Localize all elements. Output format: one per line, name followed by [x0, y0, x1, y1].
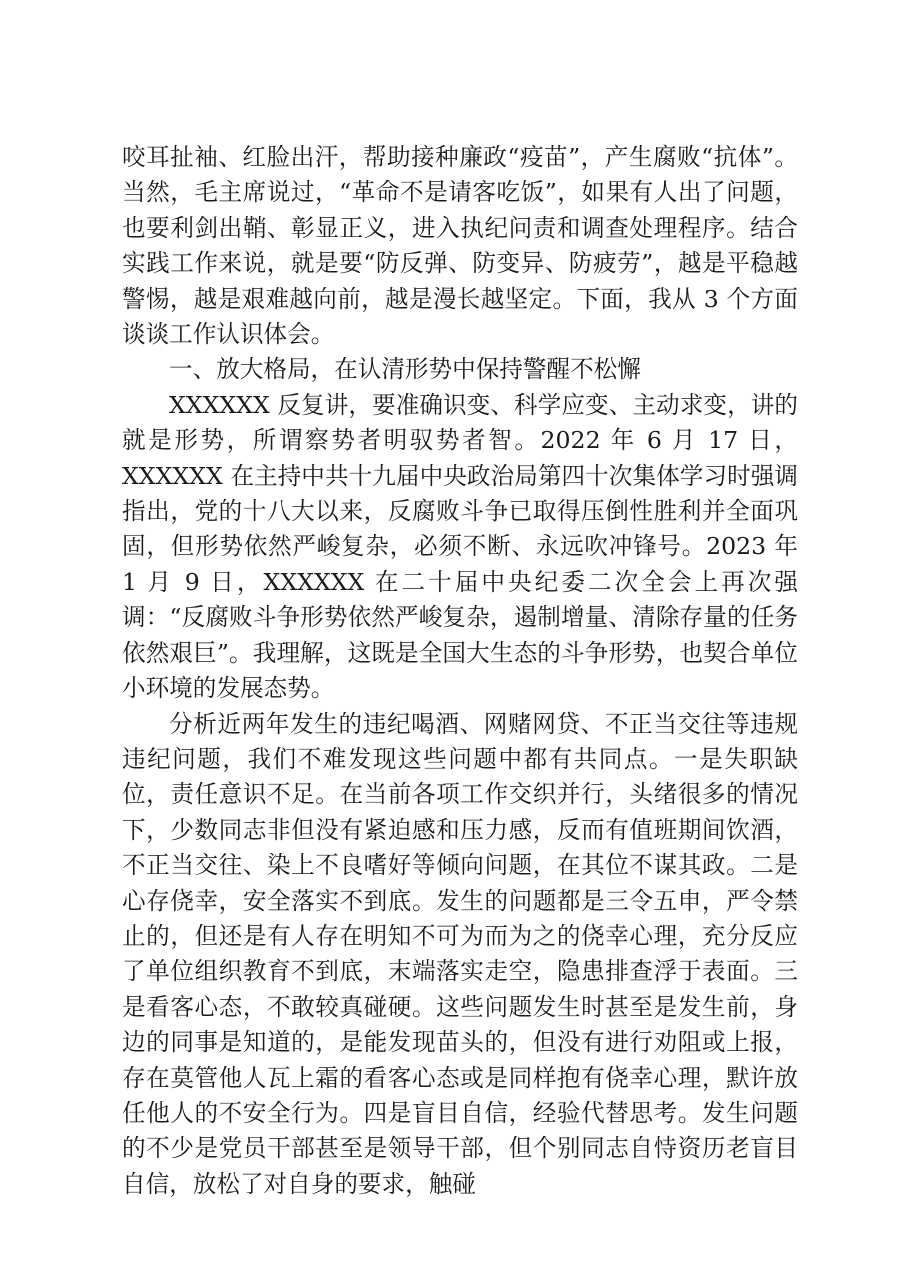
paragraph-intro-continuation: 咬耳扯袖、红脸出汗，帮助接种廉政“疫苗”，产生腐败“抗体”。当然，毛主席说过，“革命不是请客吃饭”，如果有人出了问题，也要利剑出鞘、彰显正义，进入执纪问责和调查处理程序。结合实践工作来说，就是要“防反弹、防变异、防疲劳”，越是平稳越警惕，越是艰难越向前，越是漫长越坚定。下面，我从 3 个方面谈谈工作认识体会。	[122, 143, 798, 349]
paragraph-situation: XXXXXX 反复讲，要准确识变、科学应变、主动求变，讲的就是形势，所谓察势者明驭势者智。2022 年 6 月 17 日，XXXXXX 在主持中共十九届中央政治局第四十次集体学习时强调指出，党的十八大以来，反腐败斗争已取得压倒性胜利并全面巩固，但形势依然严峻复杂，必须不断、永远吹冲锋号。2023 年 1 月 9 日，XXXXXX 在二十届中央纪委二次全会上再次强调：“反腐败斗争形势依然严峻复杂，遏制增量、清除存量的任务依然艰巨”。我理解，这既是全国大生态的斗争形势，也契合单位小环境的发展态势。	[122, 390, 798, 703]
section-heading-1: 一、放大格局，在认清形势中保持警醒不松懈	[169, 355, 641, 384]
document-body	[122, 140, 798, 1202]
paragraph-analysis: 分析近两年发生的违纪喝酒、网赌网贷、不正当交往等违规违纪问题，我们不难发现这些问题中都有共同点。一是失职缺位，责任意识不足。在当前各项工作交织并行，头绪很多的情况下，少数同志非但没有紧迫感和压力感，反而有值班期间饮酒，不正当交往、染上不良嗜好等倾向问题，在其位不谋其政。二是心存侥幸，安全落实不到底。发生的问题都是三令五申，严令禁止的，但还是有人存在明知不可为而为之的侥幸心理，充分反应了单位组织教育不到底，末端落实走空，隐患排查浮于表面。三是看客心态，不敢较真碰硬。这些问题发生时甚至是发生前，身边的同事是知道的，是能发现苗头的，但没有进行劝阻或上报，存在莫管他人瓦上霜的看客心态或是同样抱有侥幸心理，默许放任他人的不安全行为。四是盲目自信，经验代替思考。发生问题的不少是党员干部甚至是领导干部，但个别同志自恃资历老盲目自信，放松了对自身的要求，触碰	[122, 709, 798, 1198]
